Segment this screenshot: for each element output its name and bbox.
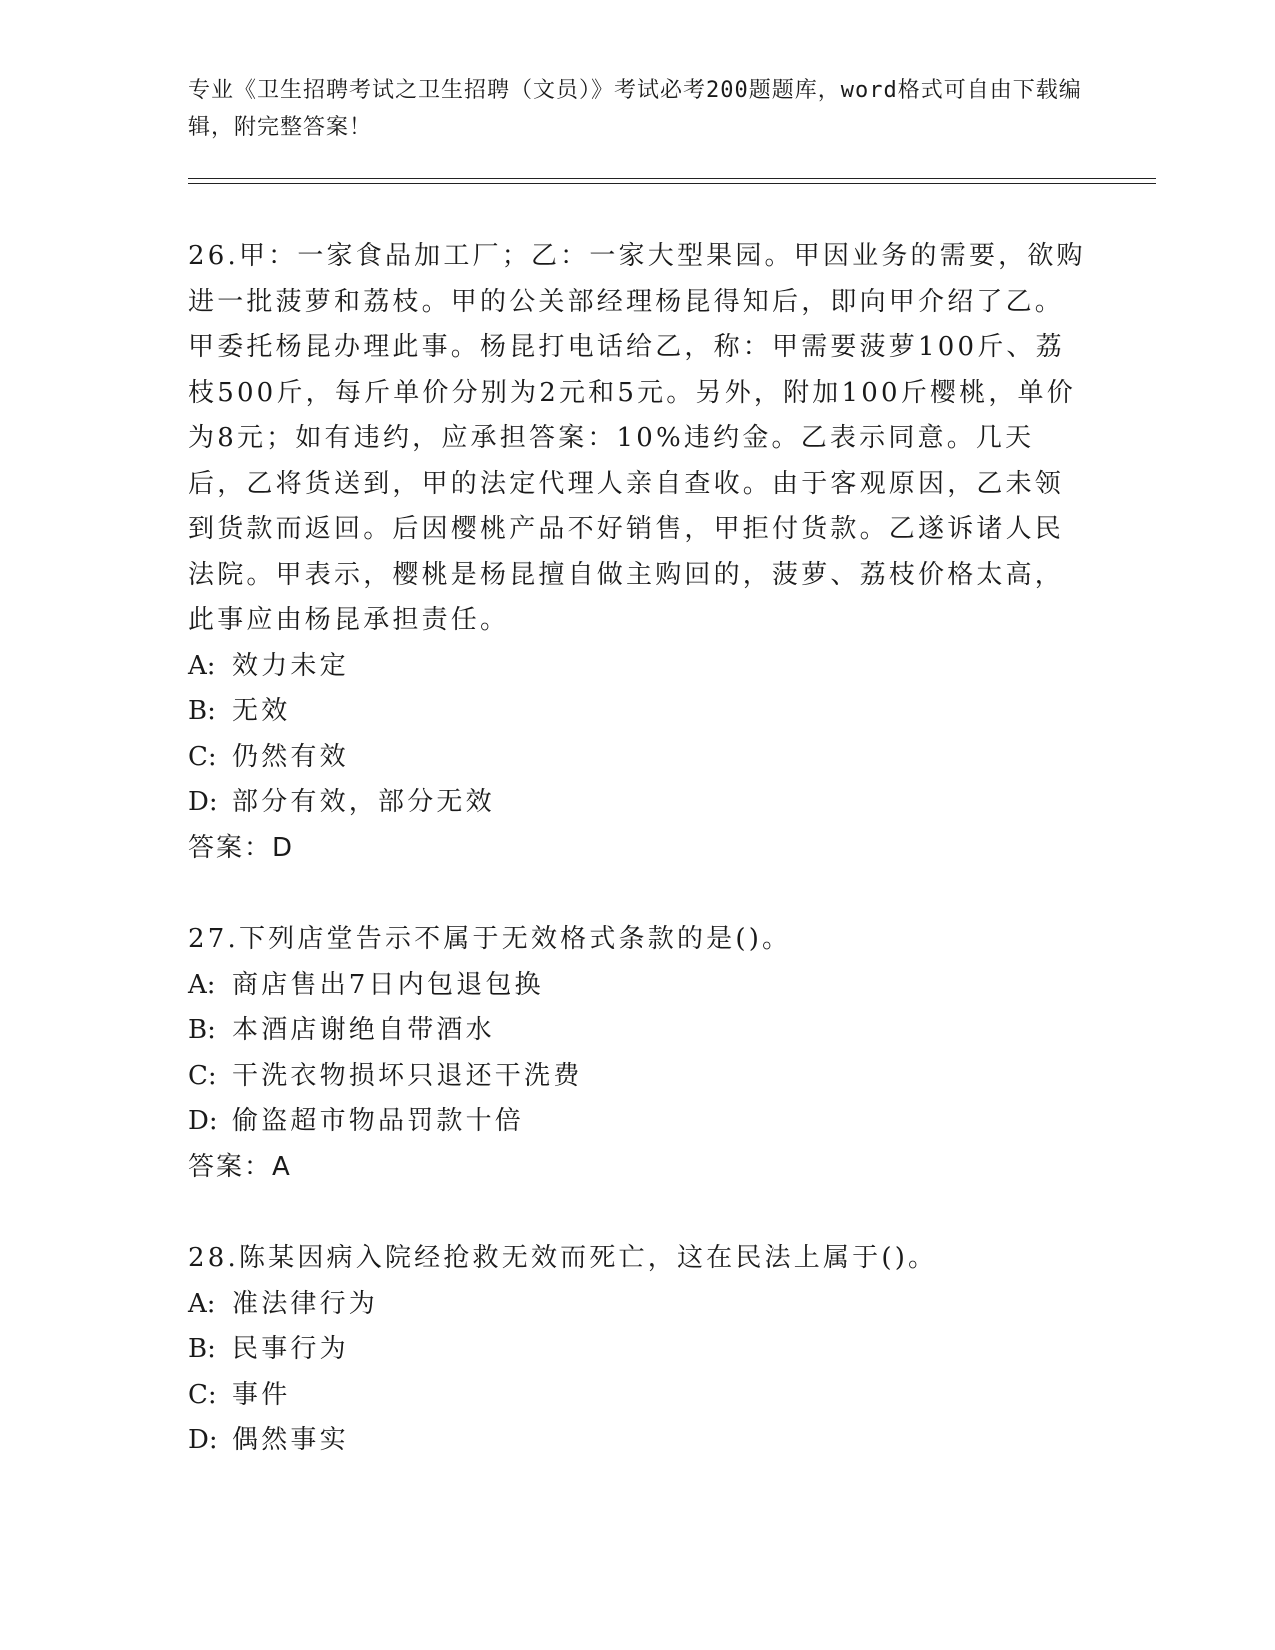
option-key: D: [188, 1106, 218, 1136]
option-text: 干洗衣物损坏只退还干洗费 [232, 1060, 583, 1091]
option-key: A: [188, 969, 216, 1000]
question-text: 28.陈某因病入院经抢救无效而死亡，这在民法上属于()。 [188, 1243, 938, 1273]
option-c [188, 1373, 1088, 1419]
option-key: D: [188, 1425, 218, 1455]
header-divider-bottom [188, 183, 1156, 184]
answer-text: 答案：A [188, 1151, 292, 1182]
option-text: 偶然事实 [232, 1425, 349, 1455]
option-key: D: [188, 787, 218, 817]
option-text: 部分有效，部分无效 [232, 787, 495, 817]
option-key: C: [188, 741, 217, 772]
option-text: 本酒店谢绝自带酒水 [232, 1015, 495, 1045]
header-divider-top [188, 178, 1156, 179]
option-text: 商店售出7日内包退包换 [232, 969, 544, 1000]
option-key: B: [188, 1334, 216, 1364]
document-header: 专业《卫生招聘考试之卫生招聘（文员）》考试必考200题题库，word格式可自由下载编辑，附完整答案！ [188, 78, 1082, 140]
option-key: A: [188, 650, 216, 681]
option-key: C: [188, 1060, 217, 1091]
option-a [188, 1282, 1088, 1328]
spacer [188, 1190, 1088, 1236]
option-text: 偷盗超市物品罚款十倍 [232, 1106, 525, 1136]
answer-text: 答案：D [188, 832, 295, 863]
option-b [188, 1327, 1088, 1373]
spacer [188, 871, 1088, 917]
option-text: 仍然有效 [232, 741, 349, 772]
option-d [188, 1099, 1088, 1145]
option-d [188, 780, 1088, 826]
option-key: B: [188, 1015, 216, 1045]
option-b [188, 689, 1088, 735]
option-text: 民事行为 [232, 1334, 349, 1364]
option-text: 无效 [232, 696, 291, 726]
question-text: 27.下列店堂告示不属于无效格式条款的是()。 [188, 924, 792, 954]
question-28 [188, 1236, 1088, 1464]
question-27 [188, 917, 1088, 1190]
question-26 [188, 234, 1088, 871]
option-a [188, 644, 1088, 690]
option-a [188, 963, 1088, 1009]
question-text: 26.甲：一家食品加工厂；乙：一家大型果园。甲因业务的需要，欲购进一批菠萝和荔枝。甲的公关部经理杨昆得知后，即向甲介绍了乙。甲委托杨昆办理此事。杨昆打电话给乙，称：甲需要菠萝100斤、荔枝500斤，每斤单价分别为2元和5元。另外，附加100斤樱桃，单价为8元；如有违约，应承担答案：10%违约金。乙表示同意。几天后，乙将货送到，甲的法定代理人亲自查收。由于客观原因，乙未领到货款而返回。后因樱桃产品不好销售，甲拒付货款。乙遂诉诸人民法院。甲表示，樱桃是杨昆擅自做主购回的，菠萝、荔枝价格太高，此事应由杨昆承担责任。 [188, 241, 1086, 635]
option-text: 准法律行为 [232, 1288, 379, 1319]
option-text: 效力未定 [232, 650, 349, 681]
option-c [188, 1054, 1088, 1100]
option-key: A: [188, 1288, 216, 1319]
option-b [188, 1008, 1088, 1054]
option-d [188, 1418, 1088, 1464]
option-key: C: [188, 1379, 217, 1410]
option-text: 事件 [232, 1379, 291, 1410]
option-c [188, 735, 1088, 781]
questions-list [188, 234, 1088, 1464]
option-key: B: [188, 696, 216, 726]
